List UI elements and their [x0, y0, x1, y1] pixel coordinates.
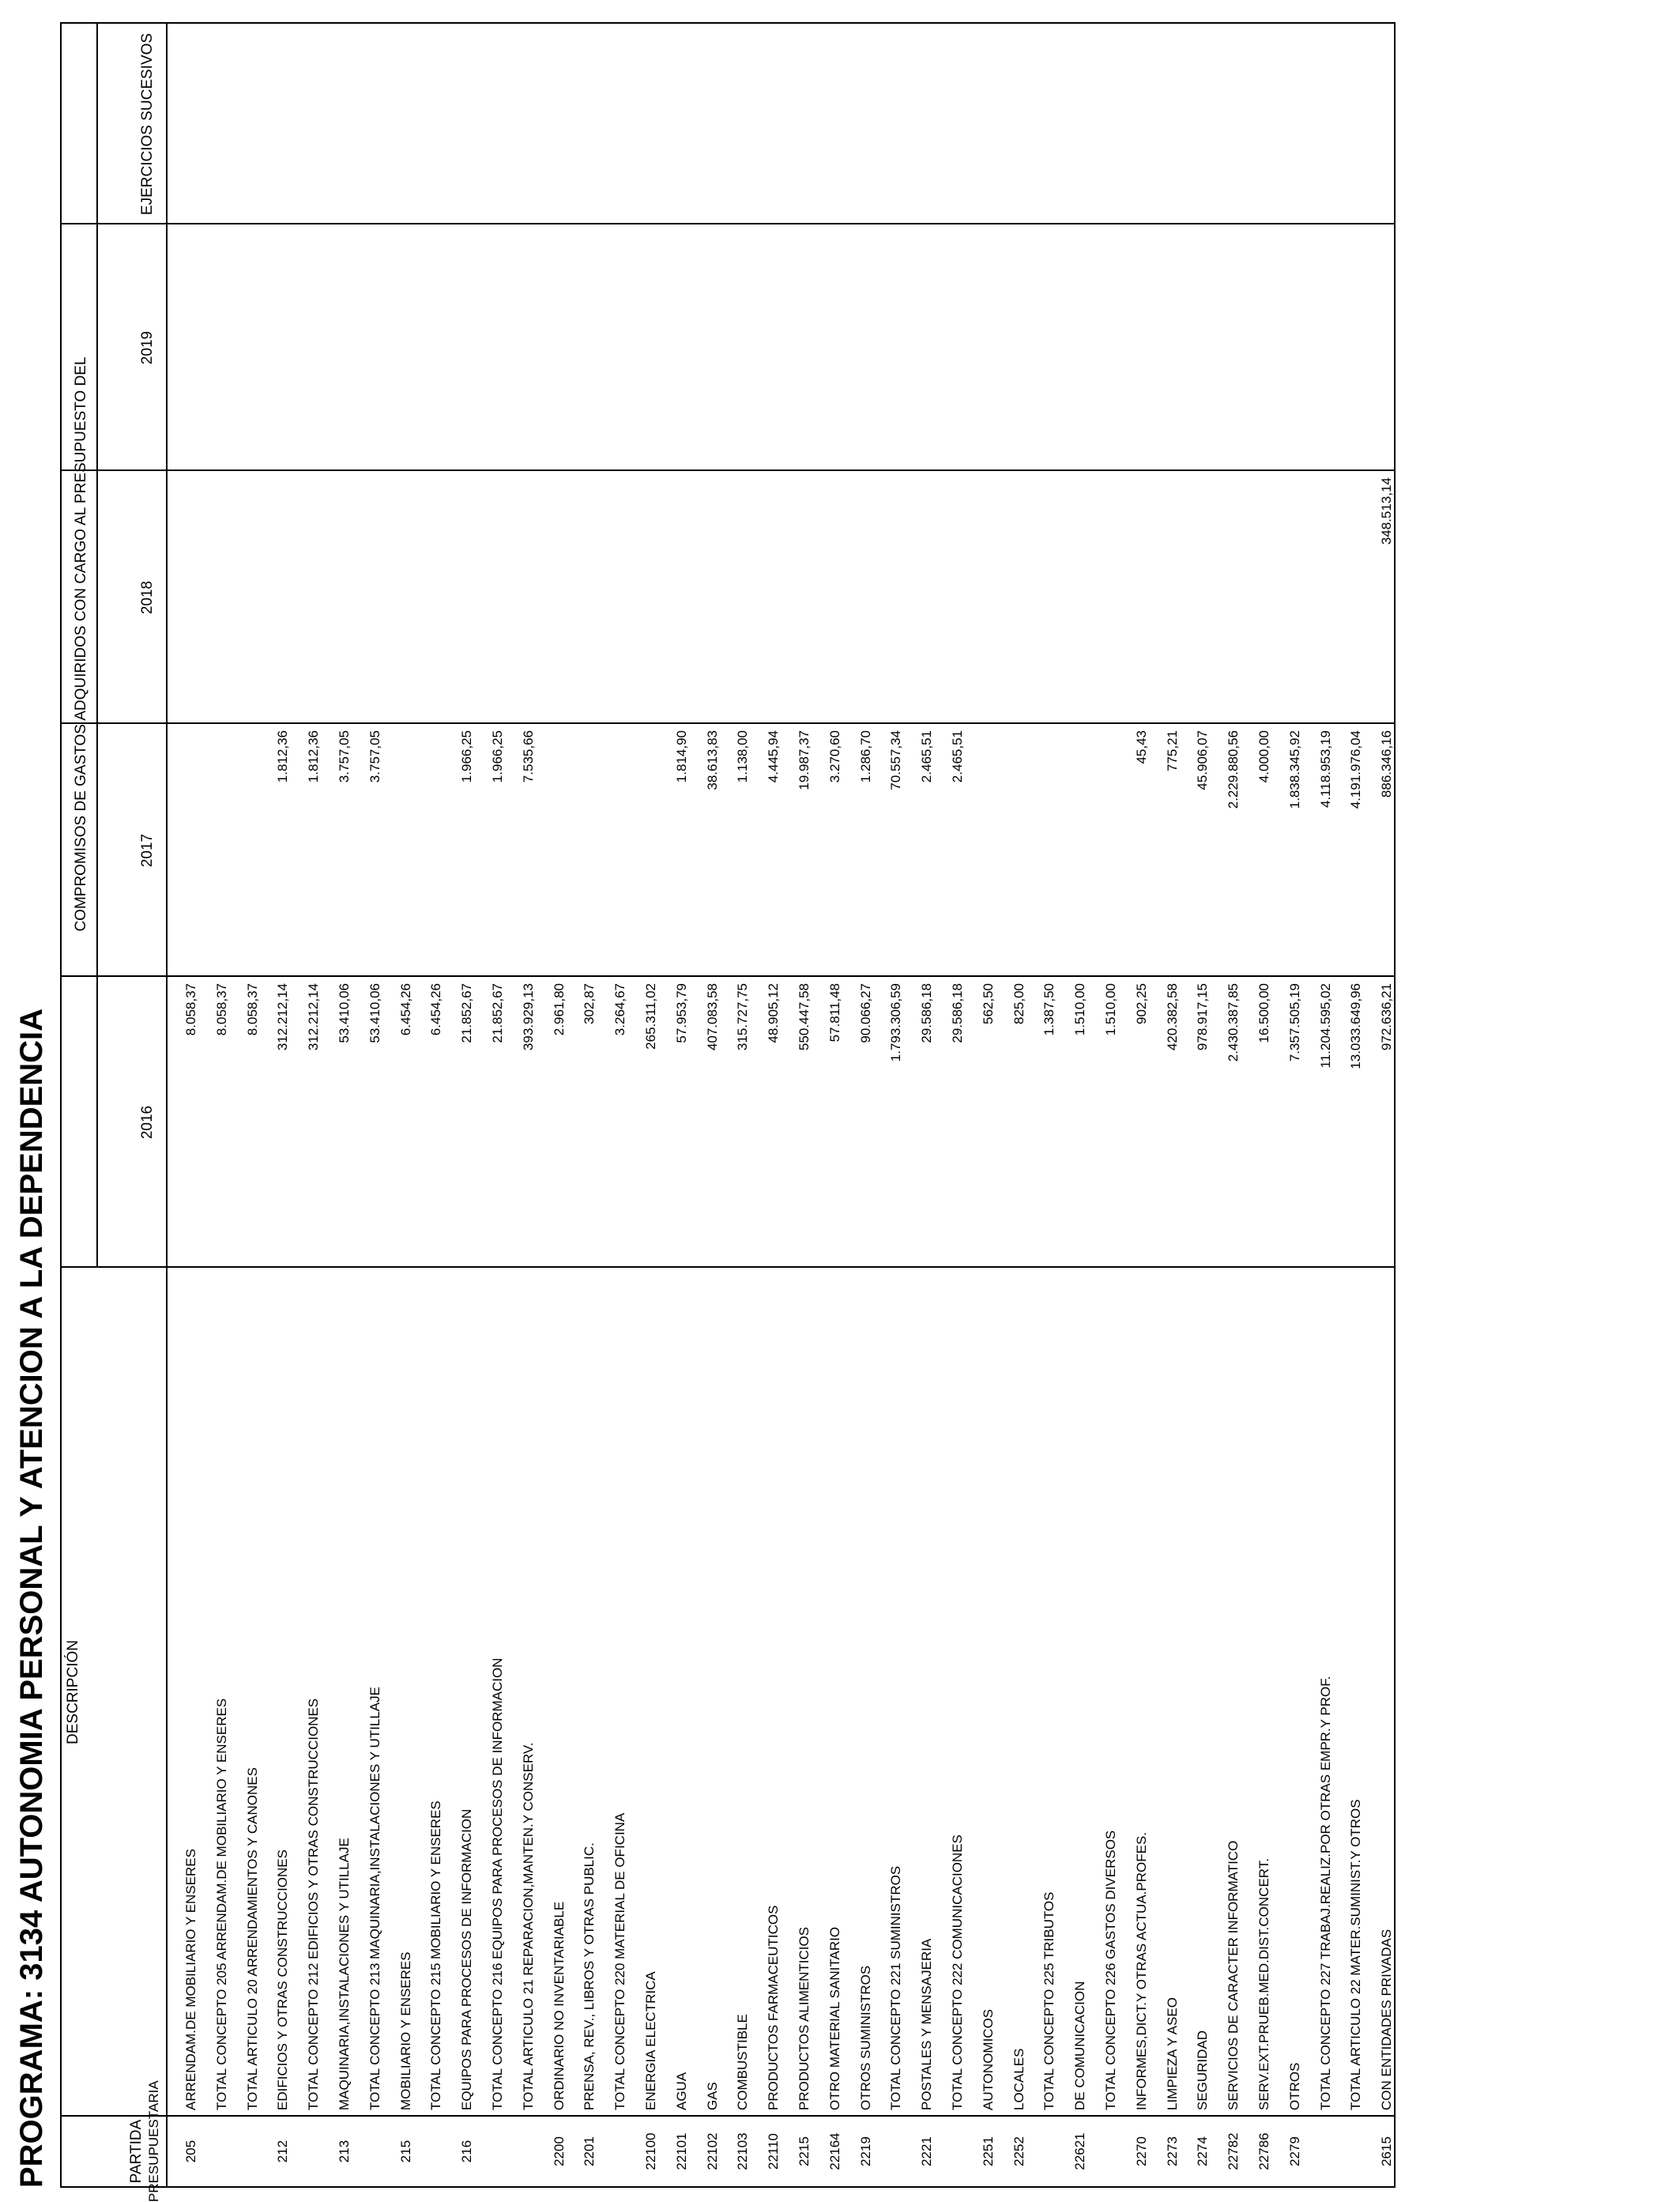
- header-2019: 2019: [139, 330, 156, 365]
- row-description: INFORMES,DICT.Y OTRAS ACTUA.PROFES.: [1134, 1831, 1149, 2110]
- row-value-2016: 978.917,15: [1195, 983, 1210, 1051]
- row-value-2016: 90.066,27: [858, 983, 873, 1043]
- row-value-2017: 7.535,66: [521, 730, 536, 783]
- row-value-2016: 6.454,26: [398, 983, 413, 1036]
- header-descripcion: DESCRIPCIÓN: [65, 1640, 81, 1744]
- row-description: OTRO MATERIAL SANITARIO: [827, 1926, 842, 2110]
- row-value-2017: 1.966,25: [459, 730, 474, 783]
- row-value-2017: 886.346,16: [1379, 730, 1394, 798]
- row-value-2016: 57.953,79: [674, 983, 689, 1043]
- row-value-2016: 48.905,12: [766, 983, 781, 1043]
- row-value-2016: 312.212,14: [275, 983, 290, 1051]
- row-code: 2252: [1011, 2136, 1026, 2166]
- row-description: AUTONOMICOS: [981, 2008, 996, 2110]
- row-value-2016: 407.083,58: [705, 983, 720, 1051]
- row-value-2017: 2.465,51: [950, 730, 965, 783]
- row-value-2016: 8.058,37: [214, 983, 229, 1036]
- row-code: 22103: [735, 2132, 750, 2170]
- row-value-2017: 1.812,36: [275, 730, 290, 783]
- row-code: 22782: [1226, 2132, 1241, 2170]
- row-value-2017: 4.191.976,04: [1348, 730, 1363, 809]
- header-sucesivos: EJERCICIOS SUCESIVOS: [139, 32, 156, 216]
- row-value-2017: 1.814,90: [674, 730, 689, 783]
- row-description: TOTAL CONCEPTO 212 EDIFICIOS Y OTRAS CONSTRUCCIONES: [306, 1698, 321, 2110]
- row-value-2017: 4.118.953,19: [1318, 730, 1333, 808]
- row-code: 22110: [766, 2133, 781, 2170]
- row-description: OTROS: [1287, 2062, 1302, 2110]
- row-code: 216: [459, 2140, 474, 2163]
- row-description: SERVICIOS DE CARACTER INFORMATICO: [1226, 1840, 1241, 2110]
- row-description: LOCALES: [1011, 2048, 1026, 2110]
- row-description: EDIFICIOS Y OTRAS CONSTRUCCIONES: [275, 1849, 290, 2110]
- row-code: 2215: [797, 2136, 812, 2166]
- row-description: TOTAL CONCEPTO 220 MATERIAL DE OFICINA: [612, 1812, 627, 2110]
- row-value-2016: 57.811,48: [827, 983, 842, 1043]
- row-value-2016: 1.387,50: [1042, 983, 1057, 1036]
- row-description: EQUIPOS PARA PROCESOS DE INFORMACION: [459, 1808, 474, 2110]
- header-divider-years: [96, 24, 98, 1268]
- row-description: MOBILIARIO Y ENSERES: [398, 1951, 413, 2110]
- row-code: 22102: [705, 2132, 720, 2170]
- row-value-2016: 562,50: [981, 983, 996, 1024]
- row-value-2017: 4.000,00: [1256, 730, 1271, 783]
- row-value-2016: 1.510,00: [1072, 983, 1087, 1036]
- row-description: ENERGIA ELECTRICA: [643, 1971, 658, 2110]
- row-description: SEGURIDAD: [1195, 2030, 1210, 2110]
- row-code: 2270: [1134, 2136, 1149, 2166]
- row-value-2017: 1.812,36: [306, 730, 321, 783]
- row-description: POSTALES Y MENSAJERIA: [919, 1938, 934, 2110]
- row-code: 2201: [582, 2136, 597, 2166]
- row-value-2017: 1.838.345,92: [1287, 730, 1302, 809]
- row-value-2016: 6.454,26: [428, 983, 443, 1036]
- page-title: PROGRAMA: 3134 AUTONOMIA PERSONAL Y ATENCION A LA DEPENDENCIA: [14, 1008, 49, 2188]
- row-code: 213: [337, 2140, 352, 2163]
- row-value-2016: 11.204.595,02: [1318, 983, 1333, 1069]
- row-value-2016: 825,00: [1011, 983, 1026, 1024]
- row-description: TOTAL CONCEPTO 215 MOBILIARIO Y ENSERES: [428, 1800, 443, 2110]
- row-value-2016: 1.793.306,59: [888, 983, 903, 1062]
- row-description: PRENSA, REV., LIBROS Y OTRAS PUBLIC.: [582, 1842, 597, 2110]
- row-value-2017: 70.557,34: [888, 730, 903, 790]
- row-value-2016: 2.961,80: [552, 983, 567, 1036]
- row-description: COMBUSTIBLE: [735, 2014, 750, 2110]
- row-value-2017: 1.286,70: [858, 730, 873, 783]
- row-code: 2219: [858, 2136, 873, 2166]
- row-description: TOTAL ARTICULO 22 MATER.SUMINIST.Y OTROS: [1348, 1799, 1363, 2110]
- row-value-2017: 45.906,07: [1195, 730, 1210, 790]
- row-value-2017: 1.138,00: [735, 730, 750, 783]
- divider-2019: [62, 223, 1394, 224]
- header-2017: 2017: [139, 833, 156, 868]
- row-value-2017: 19.987,37: [797, 730, 812, 790]
- row-value-2017: 3.757,05: [337, 730, 352, 783]
- row-value-2016: 29.586,18: [919, 983, 934, 1043]
- row-description: OTROS SUMINISTROS: [858, 1965, 873, 2110]
- row-value-2016: 7.357.505,19: [1287, 983, 1302, 1062]
- row-value-2016: 2.430.387,85: [1226, 983, 1241, 1062]
- row-description: AGUA: [674, 2072, 689, 2110]
- row-value-2016: 550.447,58: [797, 983, 812, 1051]
- row-value-2016: 21.852,67: [459, 983, 474, 1043]
- row-value-2017: 3.757,05: [367, 730, 382, 783]
- row-value-2017: 3.270,60: [827, 730, 842, 783]
- row-code: 2251: [981, 2136, 996, 2166]
- row-code: 2200: [552, 2136, 567, 2166]
- row-description: ORDINARIO NO INVENTARIABLE: [552, 1901, 567, 2110]
- header-compromisos: COMPROMISOS DE GASTOS ADQUIRIDOS CON CARGO AL PRESUPUESTO DEL: [73, 356, 89, 932]
- row-description: TOTAL CONCEPTO 221 SUMINISTROS: [888, 1865, 903, 2110]
- row-description: TOTAL CONCEPTO 205 ARRENDAM.DE MOBILIARIO Y ENSERES: [214, 1698, 229, 2110]
- row-description: PRODUCTOS FARMACEUTICOS: [766, 1905, 781, 2110]
- row-description: TOTAL CONCEPTO 226 GASTOS DIVERSOS: [1103, 1830, 1118, 2110]
- row-description: LIMPIEZA Y ASEO: [1165, 1997, 1180, 2110]
- row-value-2016: 393.929,13: [521, 983, 536, 1051]
- row-code: 2273: [1165, 2136, 1180, 2166]
- row-description: GAS: [705, 2082, 720, 2110]
- row-code: 22621: [1072, 2132, 1087, 2170]
- row-value-2016: 302,87: [582, 983, 597, 1024]
- budget-table: [60, 22, 1396, 2202]
- row-value-2017: 2.229.880,56: [1226, 730, 1241, 809]
- row-code: 2279: [1287, 2136, 1302, 2166]
- row-value-2016: 21.852,67: [490, 983, 505, 1043]
- row-code: 22101: [674, 2132, 689, 2170]
- header-presupuestaria: PRESUPUESTARIA: [146, 2080, 161, 2202]
- row-description: SERV.EXT.PRUEB.MED.DIST.CONCERT.: [1256, 1858, 1271, 2110]
- header-2018: 2018: [139, 580, 156, 615]
- row-value-2017: 4.445,94: [766, 730, 781, 783]
- divider-2017: [62, 722, 1394, 724]
- row-code: 22786: [1256, 2132, 1271, 2170]
- row-value-2016: 8.058,37: [183, 983, 198, 1036]
- row-description: TOTAL ARTICULO 20 ARRENDAMIENTOS Y CANONES: [245, 1767, 260, 2110]
- row-description: TOTAL CONCEPTO 227 TRABAJ.REALIZ.POR OTRAS EMPR.Y PROF.: [1318, 1676, 1333, 2110]
- row-value-2016: 13.033.649,96: [1348, 983, 1363, 1069]
- header-2016: 2016: [139, 1105, 156, 1140]
- row-description: DE COMUNICACION: [1072, 1981, 1087, 2110]
- row-code: 212: [275, 2140, 290, 2163]
- row-code: 205: [183, 2140, 198, 2163]
- row-code: 2274: [1195, 2136, 1210, 2166]
- row-code: 22164: [827, 2132, 842, 2170]
- row-description: MAQUINARIA,INSTALACIONES Y UTILLAJE: [337, 1838, 352, 2110]
- row-value-2016: 265.311,02: [643, 983, 658, 1050]
- row-value-2017: 1.966,25: [490, 730, 505, 783]
- row-code: 2221: [919, 2136, 934, 2166]
- row-code: 2615: [1379, 2136, 1394, 2166]
- row-value-2017: 2.465,51: [919, 730, 934, 783]
- row-description: CON ENTIDADES PRIVADAS: [1379, 1929, 1394, 2110]
- header-partida: PARTIDA: [128, 2119, 145, 2184]
- row-value-2016: 8.058,37: [245, 983, 260, 1036]
- row-description: TOTAL CONCEPTO 225 TRIBUTOS: [1042, 1891, 1057, 2110]
- row-value-2017: 45,43: [1134, 730, 1149, 764]
- row-description: ARRENDAM.DE MOBILIARIO Y ENSERES: [183, 1849, 198, 2110]
- row-description: TOTAL CONCEPTO 213 MAQUINARIA,INSTALACIONES Y UTILLAJE: [367, 1687, 382, 2110]
- row-value-2017: 775,21: [1165, 730, 1180, 771]
- row-description: TOTAL ARTICULO 21 REPARACION,MANTEN.Y CONSERV.: [521, 1742, 536, 2110]
- row-value-2016: 312.212,14: [306, 983, 321, 1051]
- row-value-2016: 315.727,75: [735, 983, 750, 1051]
- row-code: 22100: [643, 2132, 658, 2170]
- row-value-2016: 3.264,67: [612, 983, 627, 1036]
- row-value-2017: 38.613,83: [705, 730, 720, 790]
- row-description: PRODUCTOS ALIMENTICIOS: [797, 1926, 812, 2110]
- row-description: TOTAL CONCEPTO 222 COMUNICACIONES: [950, 1834, 965, 2110]
- row-value-2018: 348.513,14: [1379, 477, 1394, 545]
- row-value-2016: 53.410,06: [337, 983, 352, 1043]
- row-value-2016: 972.636,21: [1379, 983, 1394, 1051]
- row-code: 215: [398, 2140, 413, 2163]
- divider-2018: [62, 469, 1394, 471]
- header-divider: [166, 24, 168, 2186]
- row-description: TOTAL CONCEPTO 216 EQUIPOS PARA PROCESOS DE INFORMACION: [490, 1657, 505, 2110]
- row-value-2016: 1.510,00: [1103, 983, 1118, 1036]
- row-value-2016: 16.500,00: [1256, 983, 1271, 1043]
- row-value-2016: 53.410,06: [367, 983, 382, 1043]
- row-value-2016: 902,25: [1134, 983, 1149, 1024]
- row-value-2016: 29.586,18: [950, 983, 965, 1043]
- row-value-2016: 420.382,58: [1165, 983, 1180, 1051]
